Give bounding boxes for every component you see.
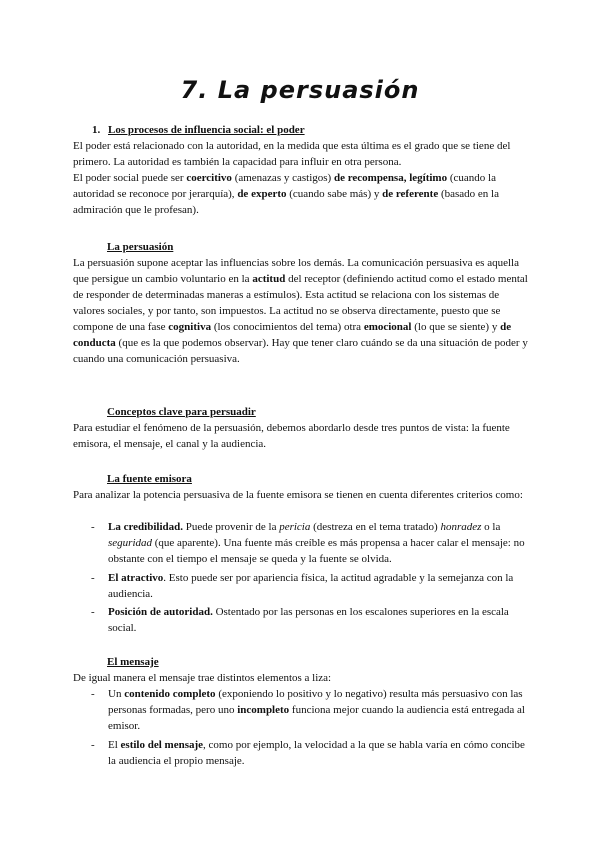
list-dash: - <box>91 688 95 700</box>
section-number: 1. <box>92 124 101 136</box>
paragraph: De igual manera el mensaje trae distintos elementos a liza: <box>73 672 332 684</box>
section-heading-mensaje: El mensaje <box>107 656 159 668</box>
section-mensaje-intro <box>73 670 528 686</box>
section-poder-body <box>73 138 528 218</box>
page-title: 7. La persuasión <box>180 76 420 104</box>
list-item-estilo: - El estilo del mensaje, como por ejemplo, la velocidad a la que se habla varía en cómo concibe la audiencia el propio mensaje. <box>91 739 525 767</box>
paragraph: El poder está relacionado con la autoridad, en la medida que esta última es el grado que se tiene del primero. La autoridad es también la capacidad para influir en otra persona. <box>73 140 511 168</box>
paragraph: Para estudiar el fenómeno de la persuasión, debemos abordarlo desde tres puntos de vista: la fuente emisora, el mensaje, el canal y la audiencia. <box>73 422 510 450</box>
list-dash: - <box>91 606 95 618</box>
paragraph: El poder social puede ser coercitivo (amenazas y castigos) de recompensa, legítimo (cuando la autoridad se reconoce por jerarquía), de experto (cuando sabe más) y de referente (basado en la admiración que le profesan). <box>73 172 499 216</box>
paragraph: La persuasión supone aceptar las influencias sobre los demás. La comunicación persuasiva es aquella que persigue un cambio voluntario en la actitud del receptor (definiendo actitud como el estado mental de responder de determinadas maneras a estímulos). Esta actitud se relaciona con los sistemas de valores sociales, y por tanto, son impuestos. La actitud no se observa directamente, puesto que se compone de una fase cognitiva (los conocimientos del tema) otra emocional (lo que se siente) y de conducta (que es la que podemos observar). Hay que tener claro cuándo se da una situación de poder y cuando una comunicación persuasiva. <box>73 257 528 365</box>
section-conceptos-body <box>73 420 528 452</box>
list-item-contenido: - Un contenido completo (exponiendo lo positivo y lo negativo) resulta más persuasivo con las personas formadas, pero uno incompleto funciona mejor cuando la audiencia está entregada al emisor. <box>91 688 525 732</box>
section-heading-conceptos: Conceptos clave para persuadir <box>107 406 256 418</box>
section-fuente-intro <box>73 487 528 503</box>
list-item-atractivo: - El atractivo. Esto puede ser por apariencia física, la actitud agradable y la semejanza con la audiencia. <box>91 572 514 600</box>
paragraph: Para analizar la potencia persuasiva de la fuente emisora se tienen en cuenta diferentes criterios como: <box>73 489 523 501</box>
section-heading-poder <box>92 122 305 138</box>
list-dash: - <box>91 572 95 584</box>
section-persuasion-body <box>73 255 528 367</box>
section-heading-text: Los procesos de influencia social: el poder <box>108 124 305 136</box>
list-dash: - <box>91 521 95 533</box>
section-heading-fuente: La fuente emisora <box>107 473 192 485</box>
list-dash: - <box>91 739 95 751</box>
list-item-credibilidad: - La credibilidad. Puede provenir de la pericia (destreza en el tema tratado) honradez o la seguridad (que aparente). Una fuente más creíble es más propensa a hacer calar el mensaje: no obstante con el tiempo el mensaje se queda y la fuente se olvida. <box>91 521 525 565</box>
list-item-autoridad: - Posición de autoridad. Ostentado por las personas en los escalones superiores en la escala social. <box>91 606 509 634</box>
section-heading-persuasion: La persuasión <box>107 241 174 253</box>
